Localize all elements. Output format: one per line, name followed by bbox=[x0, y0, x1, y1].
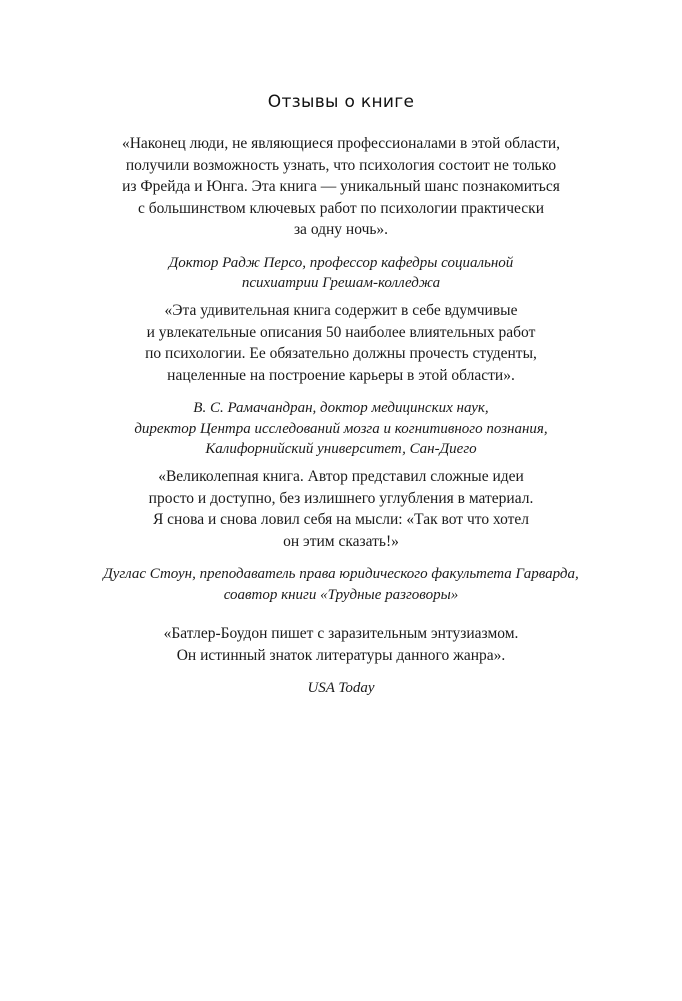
review-quote bbox=[100, 623, 582, 666]
author-line: USA Today bbox=[307, 680, 375, 696]
review-1 bbox=[100, 133, 582, 294]
review-author bbox=[100, 564, 582, 605]
quote-line: «Наконец люди, не являющиеся профессионалами в этой области, bbox=[121, 135, 561, 152]
author-line: В. С. Рамачандран, доктор медицинских наук, bbox=[193, 400, 489, 416]
quote-line: по психологии. Ее обязательно должны прочесть студенты, bbox=[145, 345, 537, 362]
review-author bbox=[100, 678, 582, 699]
review-quote bbox=[100, 300, 582, 386]
author-line: соавтор книги «Трудные разговоры» bbox=[223, 586, 459, 603]
author-line: Доктор Радж Персо, профессор кафедры социальной bbox=[168, 254, 514, 271]
review-3 bbox=[100, 466, 582, 605]
quote-line: «Великолепная книга. Автор представил сложные идеи bbox=[158, 468, 524, 485]
quote-line: нацеленные на построение карьеры в этой области». bbox=[167, 366, 515, 384]
quote-line: он этим сказать!» bbox=[283, 532, 399, 550]
author-line: психиатрии Грешам-колледжа bbox=[241, 275, 441, 291]
quote-line: «Эта удивительная книга содержит в себе вдумчивые bbox=[164, 302, 518, 319]
quote-line: «Батлер-Боудон пишет с заразительным энтузиазмом. bbox=[163, 625, 519, 642]
review-author bbox=[100, 398, 582, 460]
quote-line: получили возможность узнать, что психология состоит не только bbox=[125, 156, 557, 174]
quote-line: Он истинный знаток литературы данного жанра». bbox=[176, 646, 506, 664]
quote-line: из Фрейда и Юнга. Эта книга — уникальный шанс познакомиться bbox=[122, 178, 560, 195]
review-4 bbox=[100, 623, 582, 699]
review-quote bbox=[100, 466, 582, 552]
quote-line: и увлекательные описания 50 наиболее влиятельных работ bbox=[146, 323, 536, 341]
review-quote bbox=[100, 133, 582, 241]
author-line: Калифорнийский университет, Сан-Диего bbox=[205, 441, 477, 457]
author-line: директор Центра исследований мозга и когнитивного познания, bbox=[134, 420, 548, 437]
quote-line: Я снова и снова ловил себя на мысли: «Так вот что хотел bbox=[152, 511, 530, 528]
review-2 bbox=[100, 300, 582, 460]
review-author bbox=[100, 253, 582, 294]
page-title: Отзывы о книге bbox=[267, 92, 415, 112]
quote-line: просто и доступно, без излишнего углубления в материал. bbox=[148, 489, 534, 507]
quote-line: с большинством ключевых работ по психологии практически bbox=[137, 199, 544, 217]
author-line: Дуглас Стоун, преподаватель права юридического факультета Гарварда, bbox=[103, 566, 579, 582]
quote-line: за одну ночь». bbox=[293, 221, 389, 238]
